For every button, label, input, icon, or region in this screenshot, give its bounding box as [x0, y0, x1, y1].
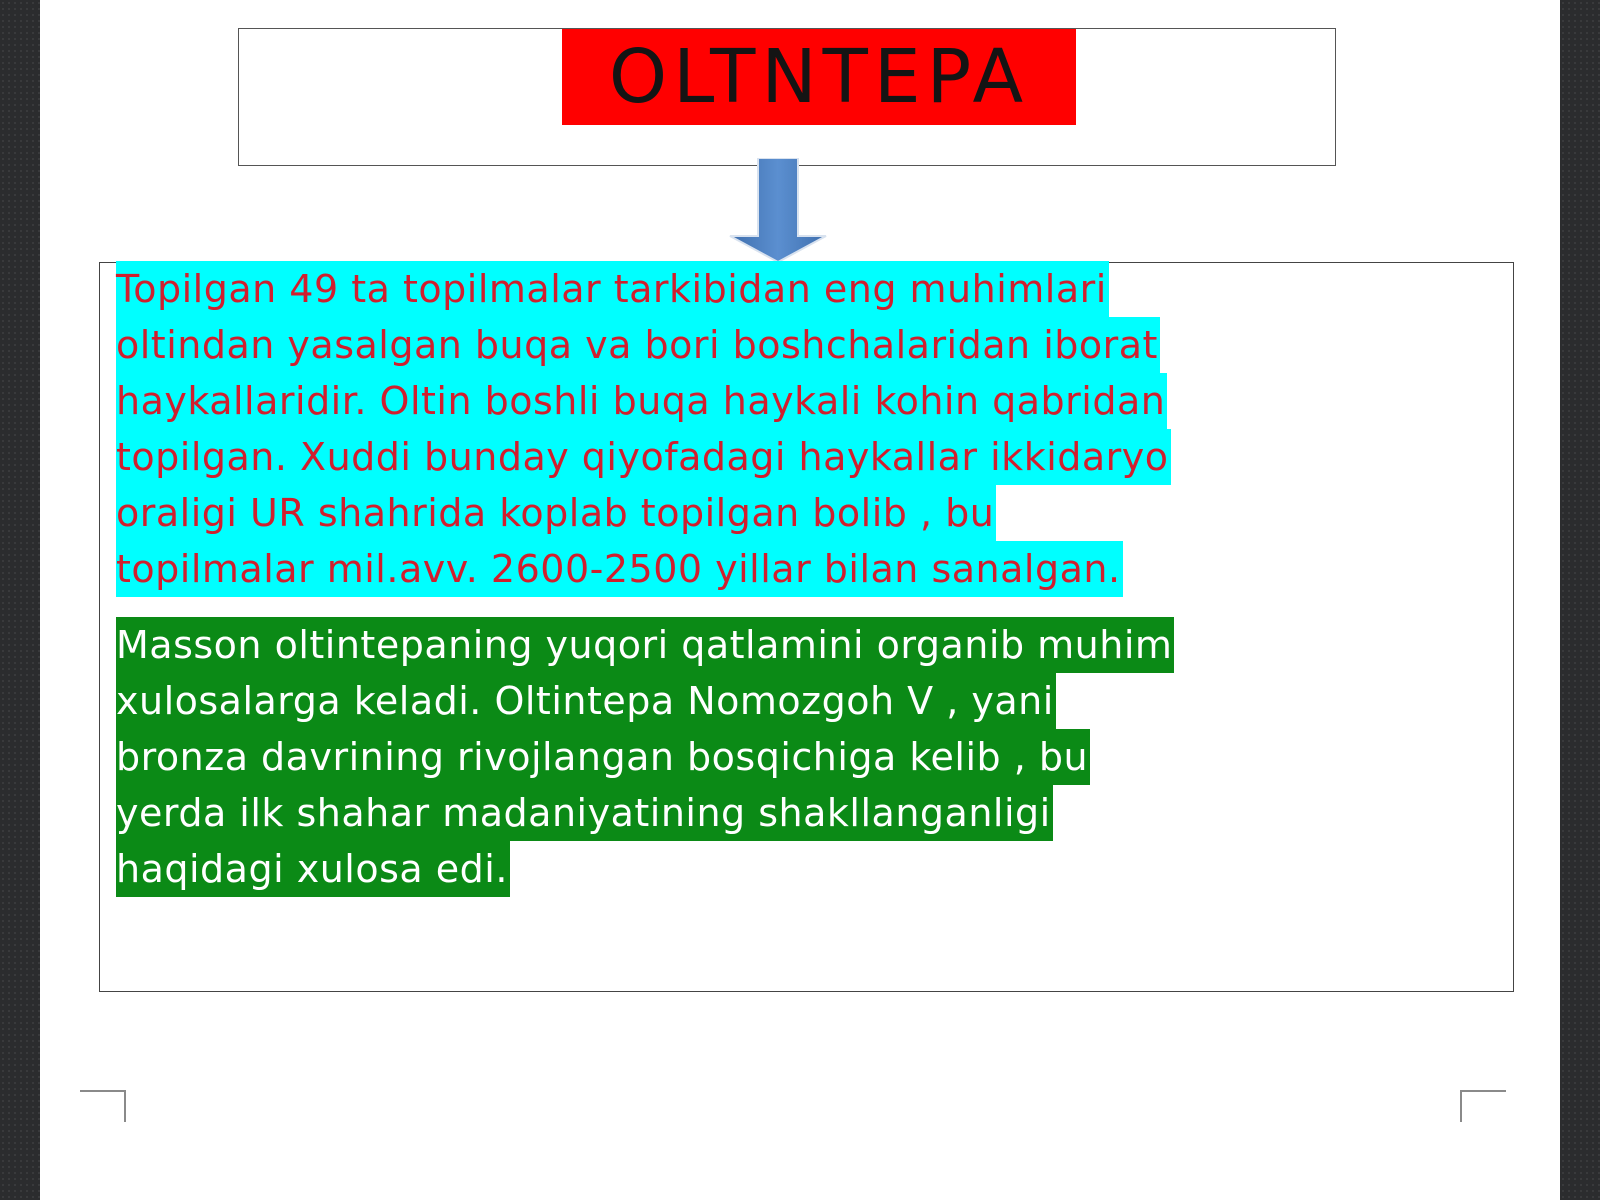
paragraph-2-line: Masson oltintepaning yuqori qatlamini organib muhim — [116, 617, 1174, 673]
paragraph-1-line: oltindan yasalgan buqa va bori boshchalaridan iborat — [116, 317, 1160, 373]
down-arrow-icon — [728, 158, 828, 264]
paragraph-2-line: bronza davrining rivojlangan bosqichiga kelib , bu — [116, 729, 1090, 785]
paragraph-2-line: yerda ilk shahar madaniyatining shakllanganligi — [116, 785, 1053, 841]
page-title: OLTNTEPA — [562, 29, 1076, 125]
paragraph-1-line: haykallaridir. Oltin boshli buqa haykali kohin qabridan — [116, 373, 1167, 429]
paragraph-1-line: topilmalar mil.avv. 2600-2500 yillar bilan sanalgan. — [116, 541, 1123, 597]
crop-mark-right — [1460, 1090, 1506, 1122]
paragraph-1-line: oraligi UR shahrida koplab topilgan bolib , bu — [116, 485, 996, 541]
paragraph-1-line: topilgan. Xuddi bunday qiyofadagi haykallar ikkidaryo — [116, 429, 1171, 485]
paragraph-1 — [116, 261, 1171, 597]
paragraph-1-line: Topilgan 49 ta topilmalar tarkibidan eng muhimlari — [116, 261, 1109, 317]
paragraph-2-line: haqidagi xulosa edi. — [116, 841, 510, 897]
paragraph-2-line: xulosalarga keladi. Oltintepa Nomozgoh V , yani — [116, 673, 1056, 729]
slide-page — [40, 0, 1560, 1200]
paragraph-2 — [116, 617, 1174, 897]
crop-mark-left — [80, 1090, 126, 1122]
